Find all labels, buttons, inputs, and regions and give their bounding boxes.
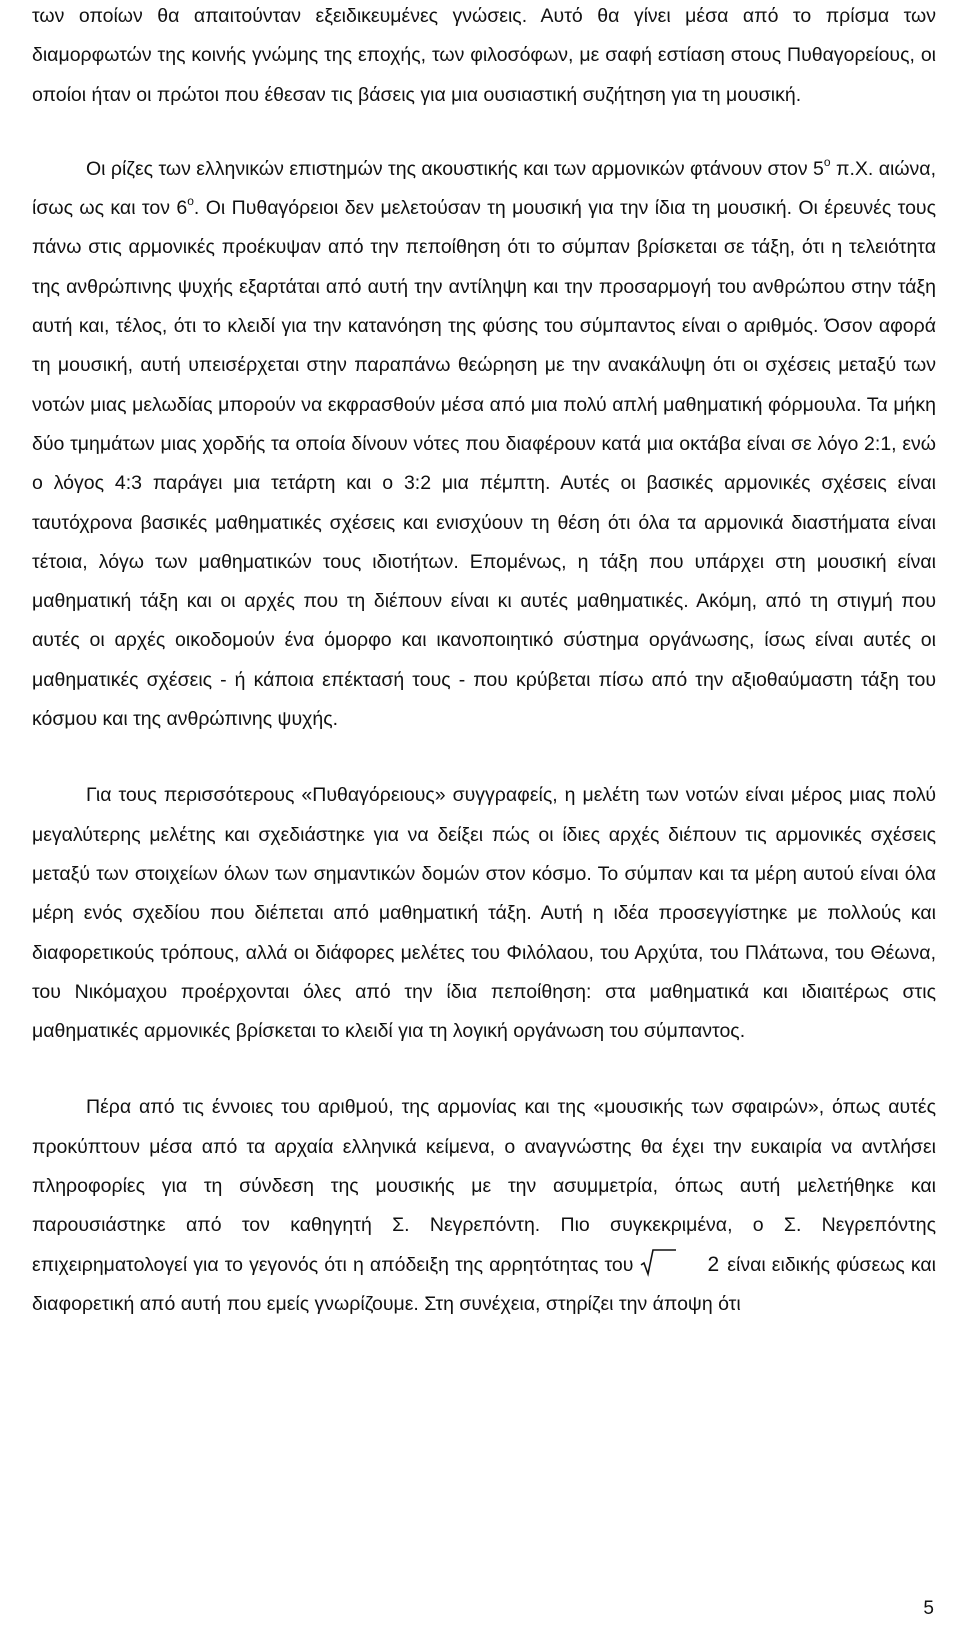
paragraph-pythagorean-writers [32,776,936,1051]
paragraph-pythagorean-roots [32,150,936,739]
paragraph-3-text: Για τους περισσότερους «Πυθαγόρειους» συγγραφείς, η μελέτη των νοτών είναι μέρος μιας πολύ μεγαλύτερης μελέτης και σχεδιάστηκε για να δείξει πώς οι ίδιες αρχές διέπουν τις αρμονικές σχέσεις μεταξύ των στοιχείων όλων των σημαντικών δομών στον κόσμο. Το σύμπαν και τα μέρη αυτού είναι όλα μέρη ενός σχεδίου που διέπεται από μαθηματική τάξη. Αυτή η ιδέα προσεγγίστηκε με πολλούς και διαφορετικούς τρόπους, αλλά οι διάφορες μελέτες του Φιλόλαου, του Αρχύτα, του Πλάτωνα, του Θέωνα, του Νικόμαχου προέρχονται όλες από την ίδια πεποίθηση: στα μαθηματικά και ιδιαιτέρως στις μαθηματικές αρμονικές βρίσκεται το κλειδί για τη λογική οργάνωση του σύμπαντος. [32,784,936,1043]
superscript-ordinal-5: ο [823,154,831,169]
paragraph-continuation [32,0,936,115]
paragraph-2-text-b: π.Χ. αιώνα, ίσως ως και τον 6 [32,157,936,220]
paragraph-4-text-b: είναι ειδικής φύσεως και διαφορετική από αυτή που εμείς γνωρίζουμε. Στη συνέχεια, στηρίζει την άποψη ότι [32,1253,936,1315]
paragraph-2-text-c: . Οι Πυθαγόρειοι δεν μελετούσαν τη μουσική για την ίδια τη μουσική. Οι έρευνές τους πάνω στις αρμονικές προέκυψαν από την πεποίθηση ότι το σύμπαν βρίσκεται σε τάξη, ότι η τελειότητα της ανθρώπινης ψυχής εξαρτάται από αυτή την αντίληψη και την προσαρμογή του ανθρώπου στην τάξη αυτή και, τέλος, ότι το κλειδί για την κατανόηση της φύσης του σύμπαντος είναι ο αριθμός. Όσον αφορά τη μουσική, αυτή υπεισέρχεται στην παραπάνω θεώρηση με την ανακάλυψη ότι οι σχέσεις μεταξύ των νοτών μιας μελωδίας μπορούν να εκφρασθούν μέσα από μια πολύ απλή μαθηματική φόρμουλα. Τα μήκη δύο τμημάτων μιας χορδής τα οποία δίνουν νότες που διαφέρουν κατά μια οκτάβα είναι σε λόγο 2:1, ενώ ο λόγος 4:3 παράγει μια τετάρτη και ο 3:2 μια πέμπτη. Αυτές οι βασικές αρμονικές σχέσεις είναι ταυτόχρονα βασικές μαθηματικές σχέσεις και ενισχύουν τη θέση ότι όλα τα αρμονικά διαστήματα είναι τέτοια, λόγω των μαθηματικών τους ιδιοτήτων. Επομένως, η τάξη που υπάρχει στη μουσική είναι μαθηματική τάξη και οι αρχές που τη διέπουν είναι κι αυτές μαθηματικές. Ακόμη, από τη στιγμή που αυτές οι αρχές οικοδομούν ένα όμορφο και ικανοποιητικό σύστημα οργάνωσης, ίσως είναι αυτές οι μαθηματικές σχέσεις - ή κάποια επέκτασή τους - που κρύβεται πίσω από την αξιοθαύμαστη τάξη του κόσμου και της ανθρώπινης ψυχής. [32,197,936,731]
paragraph-asymmetry [32,1088,936,1324]
superscript-ordinal-6: ο [187,194,194,209]
paragraph-1-text: των οποίων θα απαιτούνταν εξειδικευμένες γνώσεις. Αυτό θα γίνει μέσα από το πρίσμα των διαμορφωτών της κοινής γνώμης της εποχής, των φιλοσόφων, με σαφή εστίαση στους Πυθαγορείους, οι οποίοι ήταν οι πρώτοι που έθεσαν τις βάσεις για μια ουσιαστική συζήτηση για τη μουσική. [32,5,936,106]
radicand: 2 [707,1252,720,1276]
paragraph-2-text-a: Οι ρίζες των ελληνικών επιστημών της ακουστικής και των αρμονικών φτάνουν στον 5 [86,157,824,180]
square-root-expression [640,1254,722,1276]
page-number: 5 [923,1598,934,1619]
paragraph-4-text-a: Πέρα από τις έννοιες του αριθμού, της αρμονίας και της «μουσικής των σφαιρών», όπως αυτές προκύπτουν μέσα από τα αρχαία ελληνικά κείμενα, ο αναγνώστης θα έχει την ευκαιρία να αντλήσει πληροφορίες για τη σύνδεση της μουσικής με την ασυμμετρία, όπως αυτή μελετήθηκε και παρουσιάστηκε από τον καθηγητή Σ. Νεγρεπόντη. Πιο συγκεκριμένα, ο Σ. Νεγρεπόντης επιχειρηματολογεί για το γεγονός ότι η απόδειξη της αρρητότητας του [32,1096,936,1276]
radical-sign-icon [640,1248,676,1278]
